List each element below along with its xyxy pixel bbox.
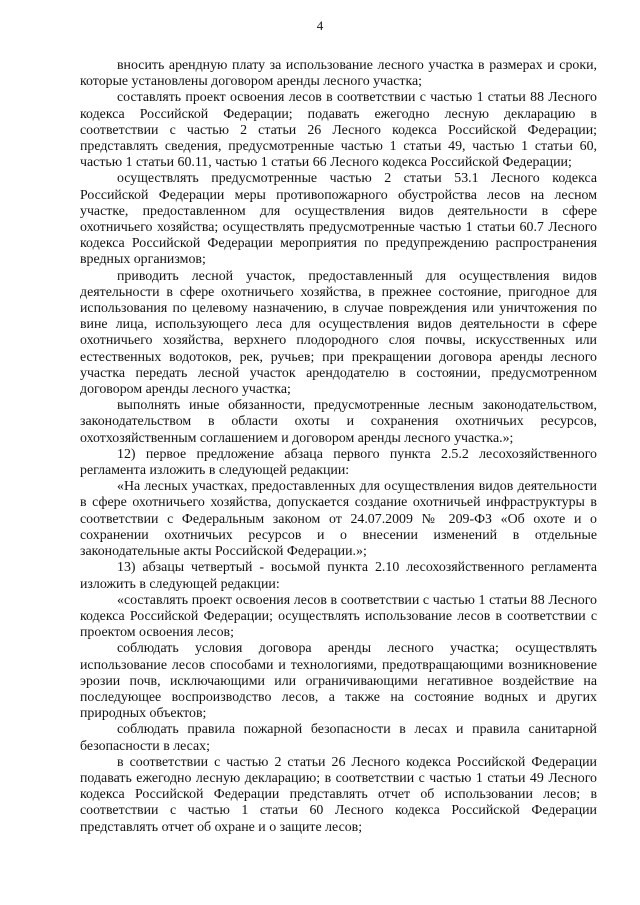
- paragraph-project-compliance: «составлять проект освоения лесов в соответствии с частью 1 статьи 88 Лесного кодекса Российской Федерации; осуществлять использование лесов в соответствии с проектом освоения лесов;: [80, 592, 597, 641]
- paragraph-reports: в соответствии с частью 2 статьи 26 Лесного кодекса Российской Федерации подавать ежегодно лесную декларацию; в соответствии с частью 1 статьи 49 Лесного кодекса Российской Федерации представлять отчет об использовании лесов; в соответствии с частью 1 статьи 60 Лесного кодекса Российской Федерации представлять отчет об охране и о защите лесов;: [80, 754, 597, 835]
- paragraph-forest-project: составлять проект освоения лесов в соответствии с частью 1 статьи 88 Лесного кодекса Российской Федерации; подавать ежегодно лесную декларацию в соответствии с частью 2 статьи 26 Лесного кодекса Российской Федерации; представлять сведения, предусмотренные частью 1 статьи 49, частью 1 статьи 60, частью 1 статьи 60.11, частью 1 статьи 66 Лесного кодекса Российской Федерации;: [80, 90, 597, 171]
- paragraph-hunting-infrastructure: «На лесных участках, предоставленных для осуществления видов деятельности в сфере охотничьего хозяйства, допускается создание охотничьей инфраструктуры в соответствии с Федеральным законом от 24.07.2009 № 209-ФЗ «Об охоте и о сохранении охотничьих ресурсов и о внесении изменений в отдельные законодательные акты Российской Федерации.»;: [80, 479, 597, 560]
- page-number: 4: [316, 18, 324, 33]
- paragraph-restore-plot: приводить лесной участок, предоставленный для осуществления видов деятельности в сфере охотничьего хозяйства, в прежнее состояние, пригодное для использования по целевому назначению, в случае повреждения или уничтожения по вине лица, использующего леса для осуществления видов деятельности в сфере охотничьего хозяйства, верхнего плодородного слоя почвы, искусственных или естественных водотоков, рек, ручьев; при прекращении договора аренды лесного участка передать лесной участок арендодателю в состоянии, предусмотренном договором аренды лесного участка;: [80, 268, 597, 398]
- paragraph-pay-rent: вносить арендную плату за использование лесного участка в размерах и сроки, которые установлены договором аренды лесного участка;: [80, 58, 597, 90]
- document-body: [80, 58, 597, 836]
- paragraph-item-13: 13) абзацы четвертый - восьмой пункта 2.10 лесохозяйственного регламента изложить в следующей редакции:: [80, 560, 597, 592]
- paragraph-other-duties: выполнять иные обязанности, предусмотренные лесным законодательством, законодательством в области охоты и сохранения охотничьих ресурсов, охотхозяйственным соглашением и договором аренды лесного участка.»;: [80, 398, 597, 446]
- paragraph-fire-prevention: осуществлять предусмотренные частью 2 статьи 53.1 Лесного кодекса Российской Федерации меры противопожарного обустройства лесов на лесном участке, предоставленном для осуществления видов деятельности в сфере охотничьего хозяйства; осуществлять предусмотренные частью 1 статьи 60.7 Лесного кодекса Российской Федерации мероприятия по предупреждению распространения вредных организмов;: [80, 171, 597, 268]
- paragraph-lease-terms: соблюдать условия договора аренды лесного участка; осуществлять использование лесов способами и технологиями, предотвращающими возникновение эрозии почв, исключающими или ограничивающими негативное воздействие на последующее воспроизводство лесов, а также на состояние водных и других природных объектов;: [80, 641, 597, 722]
- paragraph-fire-safety: соблюдать правила пожарной безопасности в лесах и правила санитарной безопасности в лесах;: [80, 722, 597, 754]
- paragraph-item-12: 12) первое предложение абзаца первого пункта 2.5.2 лесохозяйственного регламента изложить в следующей редакции:: [80, 446, 597, 479]
